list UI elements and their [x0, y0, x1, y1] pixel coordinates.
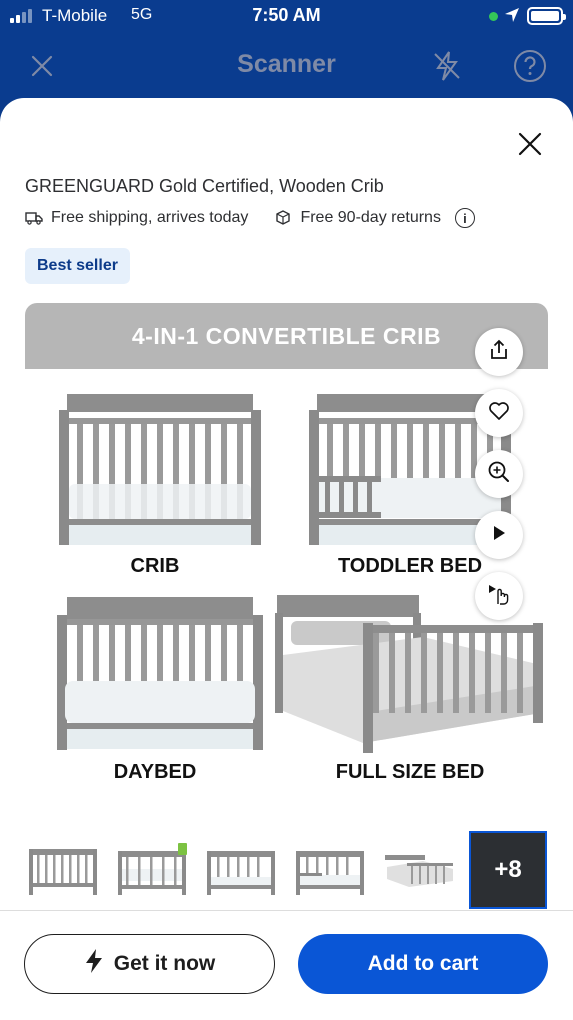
image-banner: 4-IN-1 CONVERTIBLE CRIB — [25, 303, 548, 369]
share-icon — [488, 339, 510, 366]
heart-icon — [488, 401, 510, 426]
returns-text: Free 90-day returns — [300, 209, 441, 226]
zoom-icon — [487, 460, 511, 489]
returns-box-icon — [274, 208, 294, 228]
thumbnail[interactable] — [202, 831, 280, 909]
play-video-button[interactable] — [475, 511, 523, 559]
label-toddler-bed: TODDLER BED — [337, 555, 483, 577]
get-it-now-button[interactable] — [24, 934, 275, 994]
label-full-size-bed: FULL SIZE BED — [335, 761, 485, 783]
favorite-button[interactable] — [475, 389, 523, 437]
fulfillment-row — [25, 208, 475, 228]
get-it-now-label: Get it now — [113, 952, 216, 975]
network-label: 5G — [131, 6, 153, 23]
thumbnail[interactable] — [291, 831, 369, 909]
thumbnail[interactable] — [113, 831, 191, 909]
thumbnail[interactable] — [24, 831, 102, 909]
carrier-label: T-Mobile — [42, 6, 108, 25]
view-in-room-button[interactable] — [475, 572, 523, 620]
sheet-close-icon[interactable] — [512, 126, 548, 162]
product-title: GREENGUARD Gold Certified, Wooden Crib — [25, 176, 384, 196]
help-icon[interactable] — [510, 46, 550, 86]
truck-icon — [25, 208, 45, 228]
status-bar — [0, 0, 573, 34]
zoom-button[interactable] — [475, 450, 523, 498]
page-title: Scanner — [237, 50, 336, 78]
label-crib: CRIB — [130, 555, 180, 577]
crib-illustration — [55, 388, 265, 548]
clock: 7:50 AM — [252, 5, 321, 25]
product-sheet — [0, 98, 573, 1020]
info-icon[interactable]: i — [455, 208, 475, 228]
divider — [0, 910, 573, 911]
product-image[interactable] — [25, 303, 548, 813]
location-icon — [503, 6, 521, 29]
play-icon — [490, 524, 508, 547]
add-to-cart-button[interactable]: Add to cart — [298, 934, 548, 994]
label-daybed: DAYBED — [113, 761, 197, 783]
best-seller-badge: Best seller — [25, 248, 130, 284]
scanner-header — [0, 34, 573, 100]
flash-off-icon[interactable] — [427, 46, 467, 86]
camera-indicator-icon — [489, 12, 498, 21]
battery-icon — [527, 7, 563, 25]
shipping-text: Free shipping, arrives today — [51, 209, 249, 226]
lightning-icon — [84, 948, 104, 980]
thumbnail-strip — [24, 831, 558, 911]
gesture-icon — [487, 582, 511, 611]
daybed-illustration — [55, 593, 265, 758]
share-button[interactable] — [475, 328, 523, 376]
more-images-thumbnail[interactable]: +8 — [469, 831, 547, 909]
thumbnail[interactable] — [380, 831, 458, 909]
